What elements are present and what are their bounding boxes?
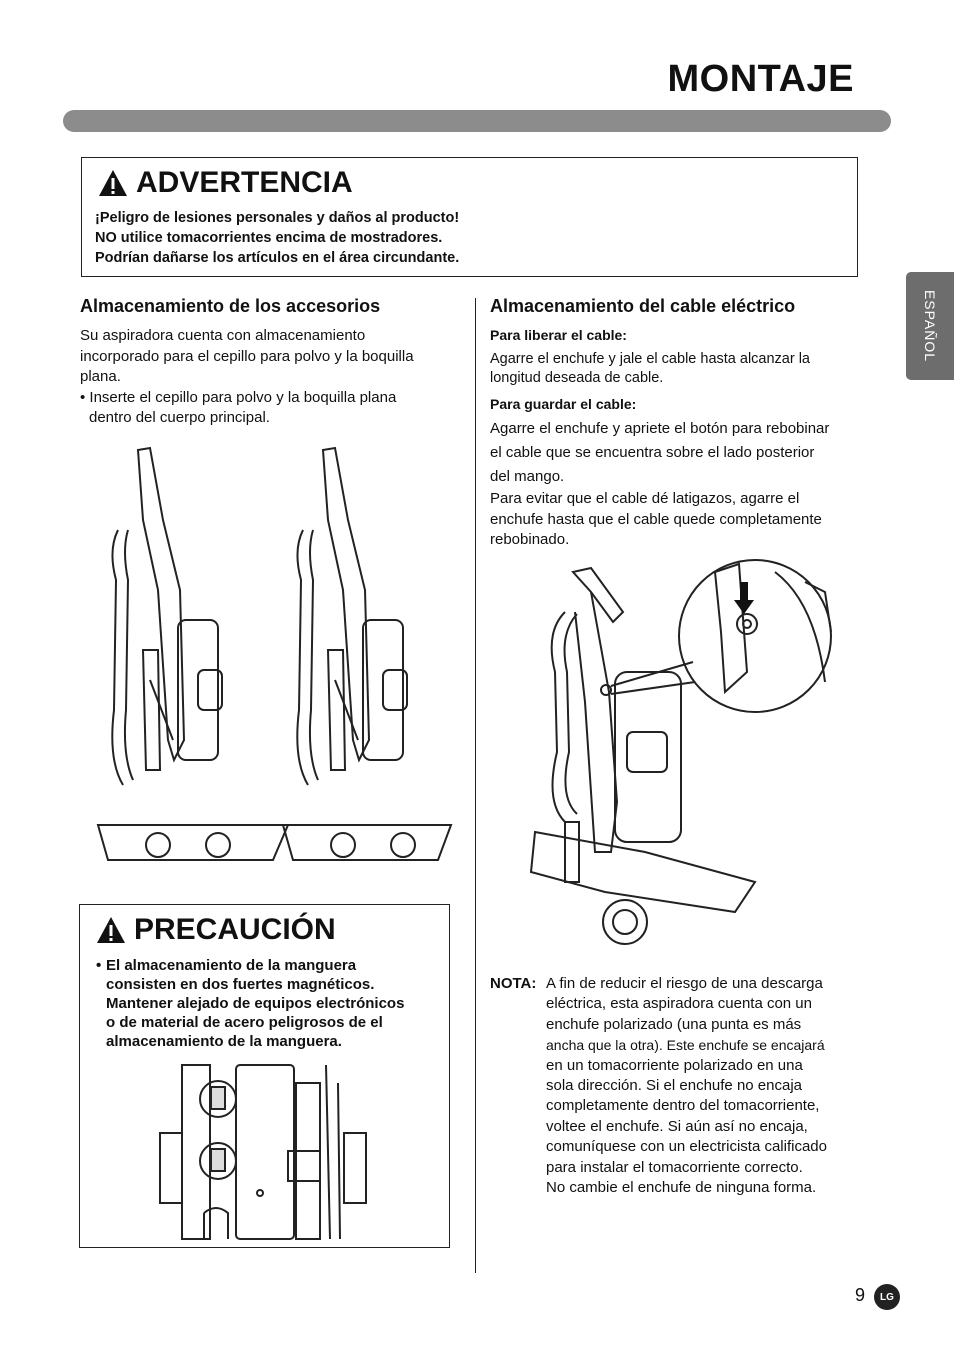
warning-line-1: ¡Peligro de lesiones personales y daños al producto!	[95, 210, 460, 226]
release-line: longitud deseada de cable.	[490, 370, 664, 386]
vacuum-left	[98, 448, 288, 860]
note-label: NOTA:	[490, 975, 537, 992]
accessory-line: incorporado para el cepillo para polvo y la boquilla	[80, 347, 414, 365]
note-line: eléctrica, esta aspiradora cuenta con un	[546, 995, 812, 1013]
accessory-line: • Inserte el cepillo para polvo y la boquilla plana	[80, 388, 397, 406]
note-line: ancha que la otra). Este enchufe se encajará	[546, 1037, 825, 1054]
caution-bullet: •	[96, 957, 102, 974]
store-line: el cable que se encuentra sobre el lado posterior	[490, 444, 815, 461]
accessory-line: Su aspiradora cuenta con almacenamiento	[80, 327, 366, 344]
note-line: en un tomacorriente polarizado en una	[546, 1056, 803, 1074]
caution-title-text: PRECAUCIÓN	[134, 913, 336, 946]
release-cord-text	[490, 350, 810, 388]
header-bar	[63, 110, 891, 132]
warning-line-3: Podrían dañarse los artículos en el área circundante.	[95, 250, 460, 266]
lg-logo: LG	[874, 1284, 900, 1310]
store-line: del mango.	[490, 468, 565, 485]
vacuum-right	[283, 448, 451, 860]
store-line: enchufe hasta que el cable quede completamente	[490, 510, 822, 528]
vacuum-accessory-illustration	[88, 440, 458, 880]
caution-line: almacenamiento de la manguera.	[106, 1033, 342, 1050]
warning-icon	[98, 169, 128, 197]
store-line: Agarre el enchufe y apriete el botón para rebobinar	[490, 420, 830, 437]
language-tab	[906, 272, 954, 380]
store-line: rebobinado.	[490, 531, 570, 548]
caution-line: consisten en dos fuertes magnéticos.	[106, 976, 375, 993]
note-line: voltee el enchufe. Si aún así no encaja,	[546, 1117, 808, 1135]
warning-title-text: ADVERTENCIA	[136, 166, 353, 199]
caution-line: Mantener alejado de equipos electrónicos	[106, 995, 405, 1012]
accessory-storage-text	[80, 326, 414, 429]
arrow-icon	[734, 582, 754, 614]
note-line: completamente dentro del tomacorriente,	[546, 1097, 820, 1115]
warning-icon	[96, 916, 126, 944]
cord-storage-heading: Almacenamiento del cable eléctrico	[490, 296, 796, 316]
page-title: MONTAJE	[667, 58, 854, 100]
accessory-line: plana.	[80, 368, 121, 385]
note-line: No cambie el enchufe de ninguna forma.	[546, 1179, 817, 1197]
caution-text	[106, 956, 404, 1051]
caution-line: o de material de acero peligrosos de el	[106, 1014, 383, 1031]
note-line: para instalar el tomacorriente correcto.	[546, 1158, 803, 1176]
note-line: A fin de reducir el riesgo de una descarga	[546, 975, 823, 992]
cord-rewind-illustration	[525, 552, 865, 952]
note-line: sola dirección. Si el enchufe no encaja	[546, 1077, 802, 1095]
caution-line: El almacenamiento de la manguera	[106, 957, 357, 974]
warning-title	[98, 166, 353, 200]
store-line: Para evitar que el cable dé latigazos, agarre el	[490, 490, 800, 507]
hose-storage-illustration	[156, 1063, 372, 1241]
language-tab-label: ESPAÑOL	[922, 289, 938, 363]
column-divider	[475, 298, 476, 1273]
release-cord-label: Para liberar el cable:	[490, 327, 627, 343]
note-text	[546, 974, 827, 1198]
warning-box	[81, 157, 858, 277]
warning-line-2: NO utilice tomacorrientes encima de mostradores.	[95, 230, 443, 246]
note-line: enchufe polarizado (una punta es más	[546, 1015, 802, 1033]
accessory-line: dentro del cuerpo principal.	[89, 409, 270, 426]
store-cord-label: Para guardar el cable:	[490, 396, 637, 412]
store-cord-text	[490, 417, 829, 551]
caution-title	[96, 913, 336, 947]
note-line: comuníquese con un electricista calificado	[546, 1138, 827, 1156]
release-line: Agarre el enchufe y jale el cable hasta alcanzar la	[490, 351, 810, 367]
page-number: 9	[855, 1285, 866, 1305]
accessory-storage-heading: Almacenamiento de los accesorios	[80, 296, 381, 316]
caution-box	[79, 904, 450, 1248]
